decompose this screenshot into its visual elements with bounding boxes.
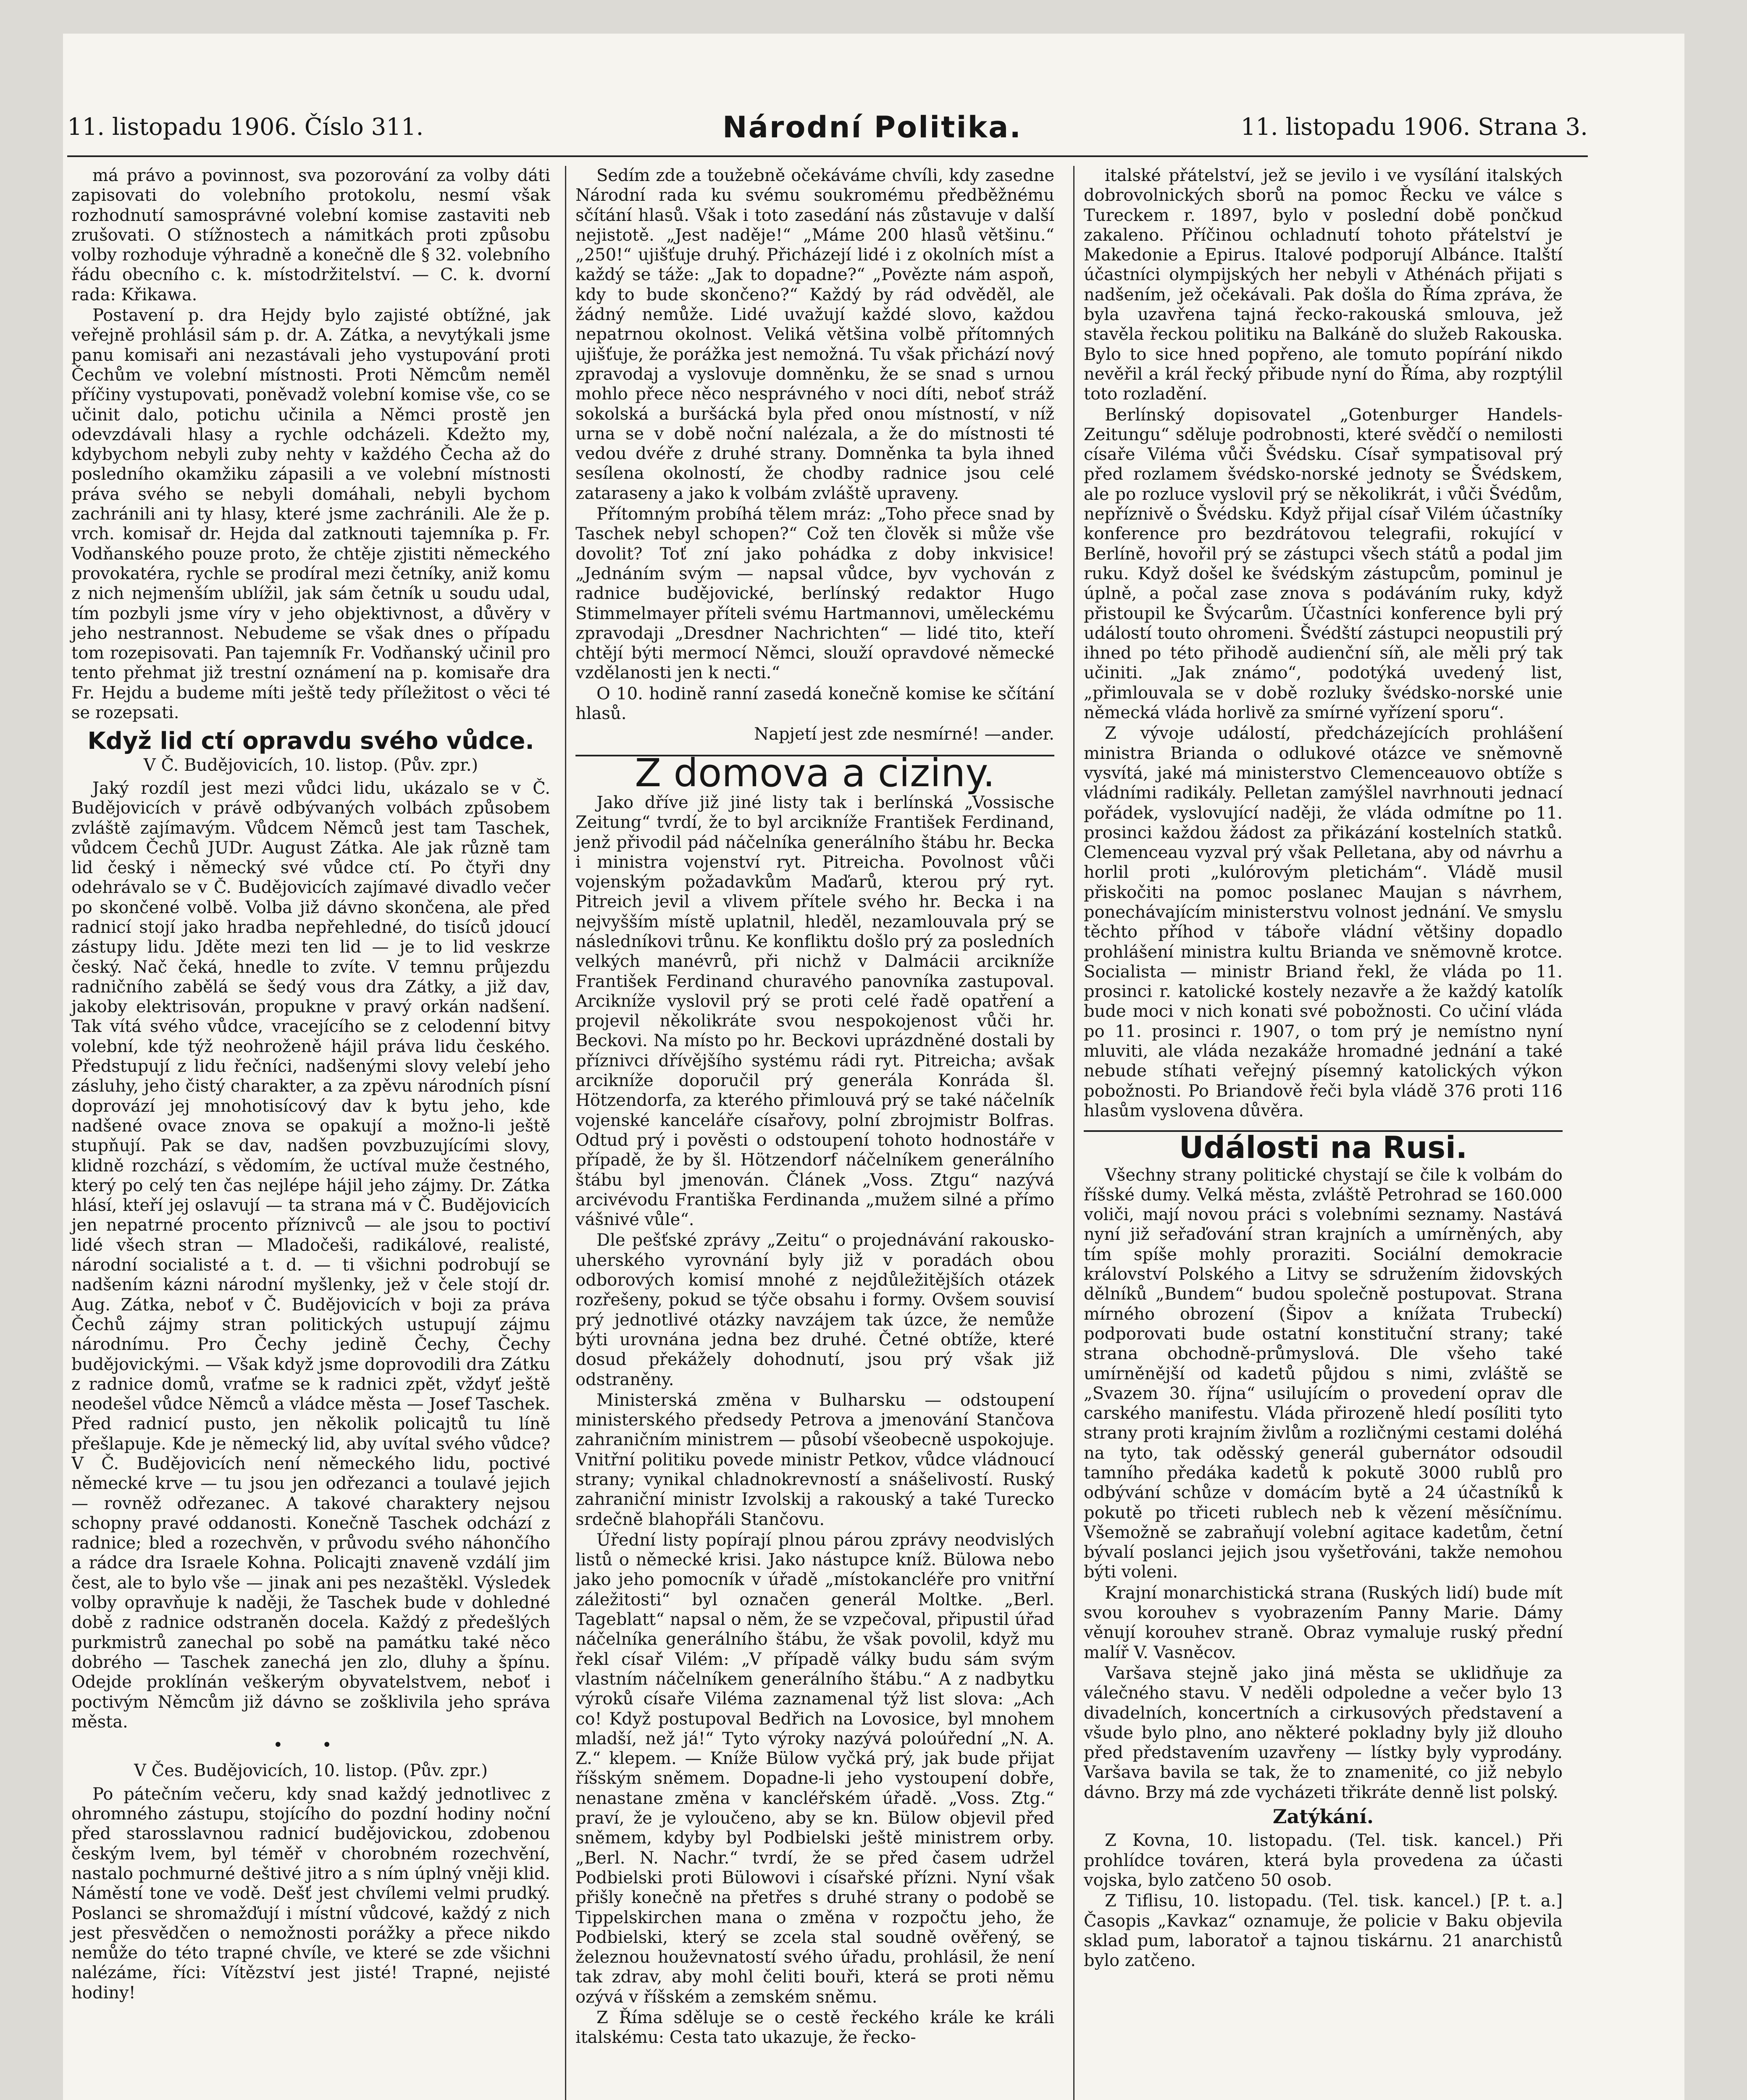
paragraph: Jaký rozdíl jest mezi vůdci lidu, ukázalo se v Č. Budějovicích v právě odbývaných volbách způsobem zvláště zajímavým. Vůdcem Němců jest tam Taschek, vůdcem Čechů JUDr. August Zátka. Ale jak různě tam lid český i německý své vůdce ctí. Po čtyři dny odehrávalo se v Č. Budějovicích zajímavé divadlo večer po skončené volbě. Volba již dávno skončena, ale před radnicí stojí jako hradba nepřehledné, do tisíců jdoucí zástupy lidu. Jděte mezi ten lid — je to lid veskrze český. Nač čeká, hnedle to zvíte. V temnu průjezdu radničního zabělá se šedý vous dra Zátky, a již dav, jakoby elektrisován, propukne v pravý orkán nadšení. Tak vítá svého vůdce, vracejícího se z celodenní bitvy volební, kde týž neohroženě hájil práva lidu českého. Předstupují z lidu řečníci, nadšenými slovy velebí jeho zásluhy, jeho čistý charakter, a za zpěvu národních písní doprovází jej mnohotisícový dav k bytu jeho, kde nadšené ovace znova se opakují a možno-li ještě stupňují. Pak se dav, nadšen povzbuzujícími slovy, klidně rozchází, s vědomím, že uctíval muže čestného, který po celý ten čas nejlépe hájil jeho zájmy. Dr. Zátka hlásí, kteří jej oslavují — ta strana má v Č. Budějovicích jen nepatrné procento příznivců — ale jsou to poctiví lidé všech stran — Mladočeši, radikálové, realisté, národní socialisté a t. d. — ti všichni podrobují se nadšením kázni národní myšlenky, jež v čele stojí dr. Aug. Zátka, neboť v Č. Budějovicích v boji za práva Čechů zájmy stran politických ustupují zájmu národnímu. Pro Čechy jedině Čechy, Čechy budějovickými. — Však když jsme doprovodili dra Zátku z radnice domů, vraťme se k radnici zpět, vždyť ještě neodešel vůdce Němců a vládce města — Josef Taschek. Před radnicí pusto, jen několik policajtů tu líně přešlapuje. Kde je německý lid, aby uvítal svého vůdce? V Č. Budějovicích není německého lidu, poctivé německé krve — tu jsou jen odřezanci a toulavé jejich — rovněž odřezanec. A takové charaktery nejsou schopny pravé oddanosti. Konečně Taschek odchází z radnice; bled a rozechvěn, v průvodu svého náhončího a rádce dra Israele Kohna. Policajti znaveně vzdálí jim čest, ale to bylo vše — jinak ani pes nezaštěkl. Výsledek volby opravňuje k naději, že Taschek bude v dohledné době z radnice odstraněn docela. Každý z předešlých purkmistrů zanechal po sobě na památku také něco dobrého — Taschek zanechá jen zlo, dluhy a špínu. Odejde proklínán veškerým obyvatelstvem, neboť i poctivým Němcům již dávno se zošklivila jeho správa města.	[71, 778, 550, 1732]
column-3	[1084, 166, 1563, 1971]
header-date-page: 11. listopadu 1906. Strana 3.	[1240, 113, 1588, 141]
section-divider: • •	[273, 1735, 349, 1755]
paragraph: Po pátečním večeru, kdy snad každý jednotlivec z ohromného zástupu, stojícího do pozdní hodiny noční před starosslavnou radnicí budějovickou, zdobenou českým lvem, byl téměř v chorobném rozechvění, nastalo pochmurné deštivé jitro a s ním úplný vněji klid. Náměstí tone ve vodě. Dešť jest chvílemi velmi prudký. Poslanci se shromažďují i místní vůdcové, každý z nich jest přesvědčen o nemožnosti porážky a přece nikdo nemůže do této trapné chvíle, ve které se zde všichni nalézáme, říci: Vítězství jest jisté! Trapné, nejisté hodiny!	[71, 1784, 550, 2003]
page-header	[67, 105, 1588, 157]
paragraph: má právo a povinnost, sva pozorování za volby dáti zapisovati do volebního protokolu, nesmí však rozhodnutí samosprávné volební komise zastaviti neb zrušovati. O stížnostech a námitkách proti způsobu volby rozhoduje výhradně a konečně dle § 32. volebního řádu obecního c. k. místodržitelství. — C. k. dvorní rada: Křikawa.	[71, 166, 550, 304]
masthead-title: Národní Politika.	[722, 110, 1022, 144]
paragraph: Všechny strany politické chystají se čile k volbám do říšské dumy. Velká města, zvláště Petrohrad se 160.000 voliči, mají novou práci s volebními seznamy. Nastává nyní již seřaďování stran krajních a umírněných, aby tím spíše mohly proraziti. Sociální demokracie království Polského a Litvy se sdružením židovských dělníků „Bundem“ budou společně postupovat. Strana mírného obrození (Šipov a knížata Trubeckí) podporovati bude ostatní konstituční strany; také strana obchodně-průmyslová. Dle všeho také umírněnější od kadetů půjdou s nimi, zvláště se „Svazem 30. října“ usilujícím o provedení oprav dle carského manifestu. Vláda přirozeně hledí posíliti tyto strany proti krajním živlům a rozličnými cestami doléhá na tyto, tak oděsský generál gubernátor odsoudil tamního předáka kadetů k pokutě 3000 rublů pro odbývání schůze v domácím bytě a 24 účastníků k pokutě po třiceti rublech neb k vězení měsíčnímu. Všemožně se zabraňují volební agitace kadetům, četní bývalí poslanci jejich jsou vyšetřováni, takže nemohou býti voleni.	[1084, 1165, 1563, 1582]
column-rule	[1073, 166, 1074, 2100]
dateline: V Čes. Budějovicích, 10. listop. (Pův. zpr.)	[134, 1761, 488, 1781]
paragraph: Přítomným probíhá tělem mráz: „Toho přece snad by Taschek nebyl schopen?“ Což ten člověk si může vše dovolit? Toť zní jako pohádka z doby inkvisice! „Jednáním svým — napsal vůdce, byv vychován z radnice budějovické, berlínský redaktor Hugo Stimmelmayer příteli svému Hartmannovi, uměleckému zpravodaji „Dresdner Nachrichten“ — lidé tito, kteří chtějí býti mermocí Němci, slouží opravdové německé vzdělanosti jen k necti.“	[575, 504, 1054, 683]
section-title-rusi: Události na Rusi.	[1084, 1130, 1563, 1158]
paragraph: Úřední listy popírají plnou párou zprávy neodvislých listů o německé krisi. Jako nástupce kníž. Bülowa nebo jako jeho pomocník v úřadě „místokancléře pro vnitřní záležitosti“ byl označen generál Moltke. „Berl. Tageblatt“ napsal o něm, že se vzpečoval, připustil úřad náčelníka generálního štábu, že však povolil, když mu řekl císař Vilém: „V případě války budu sám svým vlastním náčelníkem generálního štábu.“ A z nadbytku výroků císaře Viléma zaznamenal týž list slova: „Ach co! Když postupoval Bedřich na Lovosice, byl mnohem mladší, než já!“ Tyto výroky nazývá poloúřední „N. A. Z.“ klepem. — Kníže Bülow vyčká prý, jak bude přijat říšským sněmem. Dopadne-li jeho vystoupení dobře, nenastane změna v kancléřském úřadě. „Voss. Ztg.“ praví, že je vyloučeno, aby se kn. Bülow objevil před sněmem, kdyby byl Podbielski ještě ministrem orby. „Berl. N. Nachr.“ tvrdí, že se před časem udržel Podbielski proti Bülowovi i císařské přízni. Nyní však přišly konečně na přetřes s druhé strany o podobě se Tippelskirchen mana o změna v rozpočtu jeho, že Podbielski, který se zcela stal soudně ověřený, se železnou houževnatostí svého úřadu, prohlásil, že není tak zdrav, aby mohl čeliti bouři, která se proti němu ozývá v říšském a zemském sněmu.	[575, 1530, 1054, 2007]
headline-lid: Když lid ctí opravdu svého vůdce.	[87, 727, 534, 755]
paragraph: Z Říma sděluje se o cestě řeckého krále ke králi italskému: Cesta tato ukazuje, že řecko-	[575, 2008, 1054, 2048]
paragraph: Dle pešťské zprávy „Zeitu“ o projednávání rakousko-uherského vyrovnání byly již v poradách obou odborových komisí mnohé z nejdůležitějších otázek rozřešeny, pokud se týče obsahu i formy. Ovšem souvisí prý jednotlivé otázky navzájem tak úzce, že nemůže býti urovnána jedna bez druhé. Četné obtíže, které dosud překážely dohodnutí, jsou prý však již odstraněny.	[575, 1231, 1054, 1389]
paragraph: Z vývoje událostí, předcházejících prohlášení ministra Brianda o odlukové otázce ve sněmovně vysvítá, jaké má ministerstvo Clemenceauovo obtíže s vládními radikály. Pelletan zamýšlel navrhnouti jednací pořádek, vyslovující naději, že vláda odmítne po 11. prosinci každou žádost za přikázání kostelních statků. Clemenceau vyzval prý však Pelletana, aby od návrhu a horlil proti „kulórovým pletichám“. Vládě musil přiskočiti na pomoc poslanec Maujan s návrhem, ponechávajícím ministerstvu volnost jednání. Ve smyslu těchto příhod v táboře vládní většiny dopadlo prohlášení ministra kultu Brianda ve sněmovně krotce. Socialista — ministr Briand řekl, že vláda po 11. prosinci r. katolické kostely nezavře a že každý katolík bude moci v nich konati své pobožnosti. Co učiní vláda po 11. prosinci r. 1907, o tom prý je nemístno nyní mluviti, ale vláda nezakáže hromadné jednání a také nebude stíhati veřejný písemný katolických výkon pobožnosti. Po Briandově řeči byla vládě 376 proti 116 hlasům vyslovena důvěra.	[1084, 724, 1563, 1121]
paragraph: Z Kovna, 10. listopadu. (Tel. tisk. kancel.) Při prohlídce továren, která byla provedena za účasti vojska, bylo zatčeno 50 osob.	[1084, 1831, 1563, 1890]
column-rule	[565, 166, 566, 2100]
paragraph: Jako dříve již jiné listy tak i berlínská „Vossische Zeitung“ tvrdí, že to byl arcikníže František Ferdinand, jenž přivodil pád náčelníka generálního štábu hr. Becka i ministra vojenství ryt. Pitreicha. Povolnost vůči vojenským požadavkům Maďarů, kterou prý ryt. Pitreich jevil a vlivem přítele svého hr. Becka i na nejvyšším místě uplatnil, hleděl, nezamlouvala prý se následníkovi trůnu. Ke konfliktu došlo prý za posledních velkých manévrů, při nichž v Dalmácii arcikníže František Ferdinand churavého panovníka zastupoval. Arcikníže vyslovil prý se proti celé řadě opatření a projevil několikráte svou nespokojenost vůči hr. Beckovi. Na místo po hr. Beckovi uprázdněné dostali by příznivci dřívějšího systému rádi ryt. Pitreicha; avšak arcikníže doporučil prý generála Konráda šl. Hötzendorfa, za kterého přimlouvá prý se také náčelník vojenské kanceláře císařovy, polní zbrojmistr Bolfras. Odtud prý i pověsti o odstoupení tohoto hodnostáře v případě, že by šl. Hötzendorf náčelníkem generálního štábu byl jmenován. Článek „Voss. Ztgu“ nazývá arcivévodu Františka Ferdinanda „mužem silné a přímo vášnivé vůle“.	[575, 793, 1054, 1230]
header-date-issue: 11. listopadu 1906. Číslo 311.	[67, 113, 424, 141]
paragraph: Sedím zde a toužebně očekáváme chvíli, kdy zasedne Národní rada ku svému soukromému předběžnému sčítání hlasů. Však i toto zasedání nás zůstavuje v další nejistotě. „Jest naděje!“ „Máme 200 hlasů většinu.“ „250!“ ujišťuje druhý. Přicházejí lidé i z okolních míst a každý se táže: „Jak to dopadne?“ „Povězte nám aspoň, kdy to bude skončeno?“ Každý by rád odvěděl, ale žádný nemůže. Lidé uvažují každé slovo, každou nepatrnou okolnost. Veliká většina volbě přítomných ujišťuje, že porážka jest nemožná. Tu však přichází nový zpravodaj a vyslovuje domněnku, že se snad s urnou mohlo přece něco nesprávného v noci díti, neboť stráž sokolská a buršácká byla před onou místností, v níž urna se v době noční nalézala, a že do místnosti té vedou dvéře z druhé strany. Domněnka ta byla ihned sesílena okolností, že chodby radnice jsou celé zataraseny a jako k volbám zvláště upraveny.	[575, 166, 1054, 503]
paragraph: Varšava stejně jako jiná města se uklidňuje za válečného stavu. V neděli odpoledne a večer bylo 13 divadelních, koncertních a cirkusových představení a všude bylo plno, ano některé pokladny byly již dlouho před představením uzavřeny — lístky byly vyprodány. Varšava bavila se tak, že to znamenité, co již nebylo dávno. Brzy má zde vycházeti třikráte denně list polský.	[1084, 1663, 1563, 1802]
column-1	[71, 166, 550, 2004]
column-2	[575, 166, 1054, 2049]
paragraph: Berlínský dopisovatel „Gotenburger Handels-Zeitungu“ sděluje podrobnosti, které svědčí o nemilosti císaře Viléma vůči Švédsku. Císař sympatisoval prý před rozlamem švédsko-norské jednoty se Švédskem, ale po rozluce vyslovil prý se několikrát, i vůči Švédům, nepříznivě o Švédsku. Když přijal císař Vilém účastníky konference pro bezdrátovou telegrafii, rokující v Berlíně, hovořil prý se zástupci všech států a podal jim ruku. Když došel ke švédským zástupcům, pominul je úplně, a počal zase znova s podáváním ruky, když přistoupil ke Švýcarům. Účastníci konference byli prý událostí touto ohromeni. Švédští zástupci neopustili prý ihned po této přihodě audienční síň, ale měli prý tak učiniti. „Jak známo“, podotýká uvedený list, „přimlouvala se v době rozluky švédsko-norské unie německá vláda horlivě za smírné vyřízení sporu“.	[1084, 405, 1563, 723]
paragraph: Z Tiflisu, 10. listopadu. (Tel. tisk. kancel.) [P. t. a.] Časopis „Kavkaz“ oznamuje, že policie v Baku objevila sklad pum, laboratoř a tajnou tiskárnu. 21 anarchistů bylo zatčeno.	[1084, 1891, 1563, 1971]
paragraph: italské přátelství, jež se jevilo i ve vysílání italských dobrovolnických sborů na pomoc Řecku ve válce s Tureckem r. 1897, bylo v poslední době pončkud zakaleno. Příčinou ochladnutí tohoto přátelství je Makedonie a Epirus. Italové podporují Albánce. Italští účastníci olympijských her nebyli v Athénách přijati s nadšením, jež očekávali. Pak došla do Říma zpráva, že byla uzavřena tajná řecko-rakouská smlouva, jež stavěla řeckou politiku na Balkáně do služeb Rakouska. Bylo to sice hned popřeno, ale tomuto popírání nikdo nevěřil a král řecký přibude nyní do Říma, aby rozptýlil toto rozladění.	[1084, 166, 1563, 404]
signoff: Napjetí jest zde nesmírné! —ander.	[754, 724, 1054, 744]
dateline: V Č. Budějovicích, 10. listop. (Pův. zpr.)	[143, 755, 478, 775]
subheading-zatykani: Zatýkání.	[1273, 1805, 1374, 1828]
paragraph: Postavení p. dra Hejdy bylo zajisté obtížné, jak veřejně prohlásil sám p. dr. A. Zátka, a nevytýkali jsme panu komisaři ani nezastávali jeho vystupování proti Čechům ve volební místnosti. Proti Němcům neměl příčiny vystupovati, poněvadž volební komise vše, co se učinit dalo, potichu učinila a Němci prostě jen odevzdávali hlasy a rychle odcházeli. Kdežto my, kdybychom nebyli zuby nehty v každého Čecha až do posledního okamžiku zápasili a ve volební místnosti práva svého se nebyli domáhali, nebyli bychom zachránili ani ty hlasy, které jsme zachránili. Ale že p. vrch. komisař dr. Hejda dal zatknouti tajemníka p. Fr. Vodňanského pouze proto, že chtěje zjistiti německého provokatéra, rychle se prodíral mezi četníky, aniž komu z nich nejmenším ublížil, jak sám četník u soudu udal, tím pozbyli jsme víry v jeho objektivnost, a důvěry v jeho nestrannost. Nebudeme se však dnes o případu tom rozepisovati. Pan tajemník Fr. Vodňanský učinil pro tento přehmat již trestní oznámení na p. komisaře dra Fr. Hejdu a budeme míti ještě tedy příležitost o věci té se rozepsati.	[71, 306, 550, 723]
paragraph: O 10. hodině ranní zasedá konečně komise ke sčítání hlasů.	[575, 684, 1054, 724]
paragraph: Ministerská změna v Bulharsku — odstoupení ministerského předsedy Petrova a jmenování Stančova zahraničním ministrem — působí všeobecně uspokojuje. Vnitřní politiku povede ministr Petkov, vůdce vládnoucí strany; vynikal chladnokrevností a snášelivostí. Ruský zahraniční ministr Izvolskij a rakouský a také Turecko srdečně blahopřáli Stančovu.	[575, 1390, 1054, 1529]
section-title-domova: Z domova a ciziny.	[575, 755, 1054, 783]
paragraph: Krajní monarchistická strana (Ruských lidí) bude mít svou korouhev s vyobrazením Panny Marie. Dámy věnují korouhev straně. Obraz vymaluje ruský přední malíř V. Vasněcov.	[1084, 1583, 1563, 1662]
